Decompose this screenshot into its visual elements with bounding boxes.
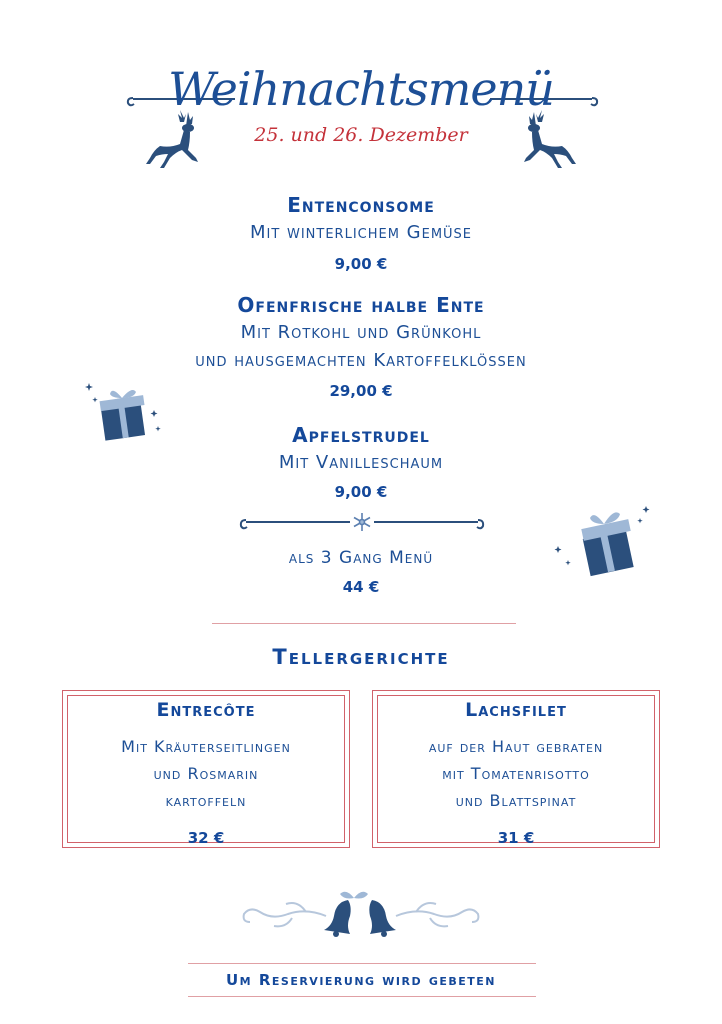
- plate-desc-line: mit Tomatenrisotto: [442, 764, 590, 783]
- plate-name: Lachsfilet: [465, 699, 567, 721]
- plate-price: 31 €: [497, 829, 535, 847]
- plate-card: [62, 690, 350, 848]
- plate-name: Entrecôte: [156, 699, 256, 721]
- plate-desc-line: auf der Haut gebraten: [428, 737, 604, 756]
- plate-card: [372, 690, 660, 848]
- snowflake-icon: [352, 512, 372, 532]
- plate-desc-line: und Blattspinat: [455, 791, 577, 810]
- section-title: Tellergerichte: [272, 645, 450, 669]
- plate-desc-line: kartoffeln: [165, 791, 247, 810]
- plate-price: 32 €: [187, 829, 225, 847]
- menu-date: 25. und 26. Dezember: [254, 124, 468, 146]
- plate-desc: [373, 733, 659, 814]
- gift-icon: [548, 502, 658, 582]
- dish-price: 9,00 €: [334, 255, 388, 273]
- dish-name: Ofenfrische halbe Ente: [237, 293, 485, 317]
- plate-desc: [63, 733, 349, 814]
- dish-name: Apfelstrudel: [292, 423, 430, 447]
- bells-icon: [236, 886, 486, 946]
- plate-desc-line: und Rosmarin: [153, 764, 259, 783]
- dish-desc: und hausgemachten Kartoffelklössen: [195, 350, 527, 371]
- dish-price: 29,00 €: [329, 382, 393, 400]
- reservation-note: Um Reservierung wird gebeten: [225, 971, 496, 989]
- gift-icon: [82, 380, 182, 445]
- plate-desc-line: Mit Kräuterseitlingen: [121, 737, 291, 756]
- dish-name: Entenconsome: [287, 193, 435, 217]
- footer-line-bottom: [188, 996, 536, 997]
- dish-desc: Mit Rotkohl und Grünkohl: [240, 322, 482, 343]
- dish-desc: Mit winterlichem Gemüse: [249, 222, 473, 243]
- footer-line-top: [188, 963, 536, 964]
- page-title: Weihnachtsmenü: [168, 62, 554, 116]
- combo-price: 44 €: [342, 578, 380, 596]
- combo-label: als 3 Gang Menü: [288, 548, 434, 568]
- dish-desc: Mit Vanilleschaum: [278, 452, 444, 473]
- dish-price: 9,00 €: [334, 483, 388, 501]
- section-divider: [212, 623, 516, 624]
